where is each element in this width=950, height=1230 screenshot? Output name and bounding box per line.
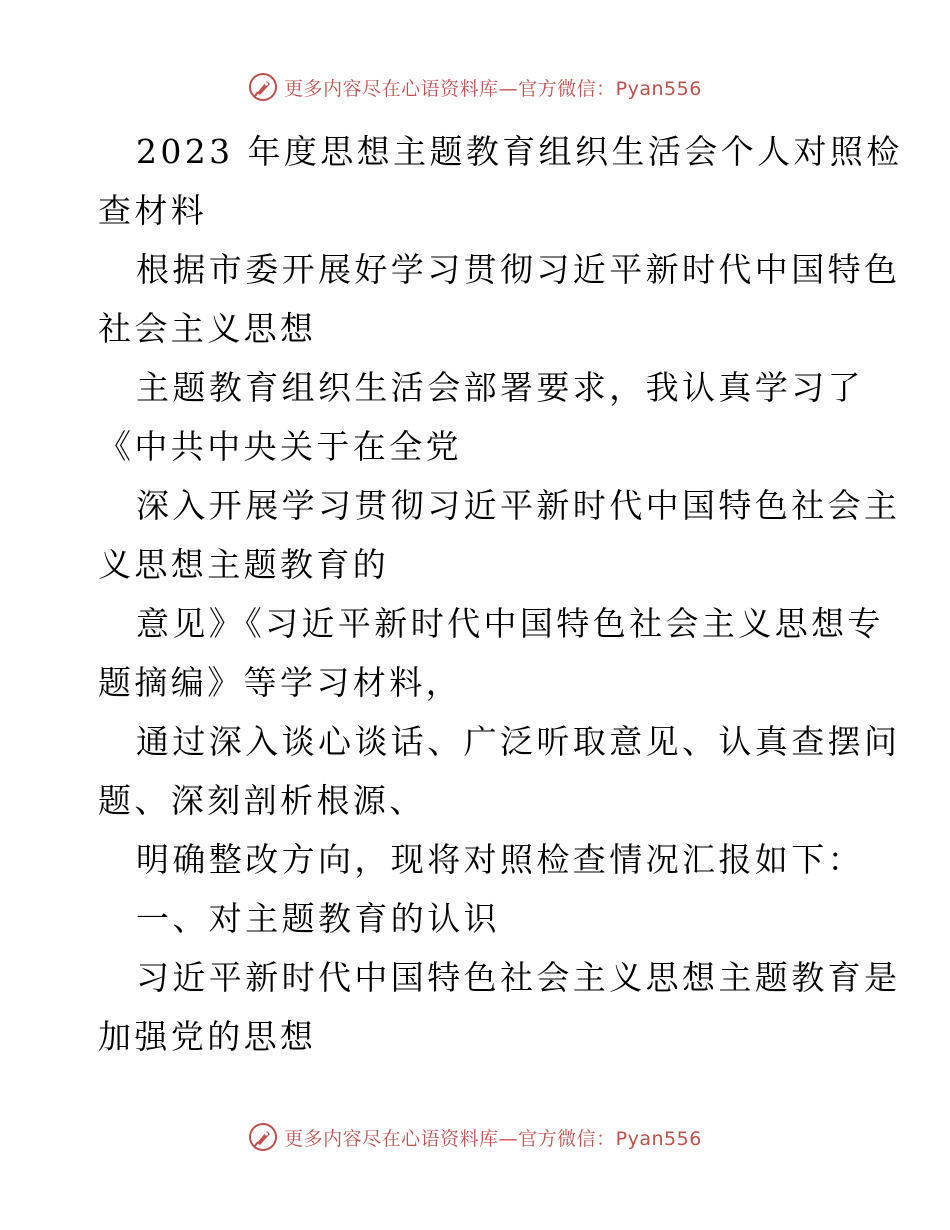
paragraph-line: 明确整改方向，现将对照检查情况汇报如下： [136, 840, 864, 879]
paragraph-line: 主题教育组织生活会部署要求，我认真学习了 [136, 368, 864, 407]
paragraph-line: 加强党的思想 [98, 1017, 317, 1056]
footer-watermark-banner [0, 1122, 950, 1152]
header-watermark-text: 更多内容尽在心语资料库—官方微信：Pyan556 [284, 77, 702, 100]
paragraph-line: 社会主义思想 [98, 309, 317, 348]
footer-watermark-text: 更多内容尽在心语资料库—官方微信：Pyan556 [284, 1127, 702, 1150]
pen-nib-logo-icon [248, 72, 278, 102]
document-body [98, 122, 903, 1066]
paragraph-line: 2023 年度思想主题教育组织生活会个人对照检 [136, 132, 903, 171]
paragraph-line: 题、深刻剖析根源、 [98, 781, 426, 820]
pen-nib-logo-icon [248, 1122, 278, 1152]
paragraph-line: 深入开展学习贯彻习近平新时代中国特色社会主 [136, 486, 901, 525]
paragraph-line: 习近平新时代中国特色社会主义思想主题教育是 [136, 958, 901, 997]
header-watermark-banner [0, 72, 950, 102]
paragraph-line: 《中共中央关于在全党 [98, 427, 462, 466]
paragraph-line: 义思想主题教育的 [98, 545, 390, 584]
paragraph-line: 意见》《习近平新时代中国特色社会主义思想专 [136, 604, 884, 643]
paragraph-line: 查材料 [98, 191, 208, 230]
paragraph-line: 通过深入谈心谈话、广泛听取意见、认真查摆问 [136, 722, 901, 761]
paragraph-line: 一、对主题教育的认识 [136, 899, 500, 938]
paragraph-line: 根据市委开展好学习贯彻习近平新时代中国特色 [136, 250, 901, 289]
paragraph-line: 题摘编》等学习材料， [98, 663, 462, 702]
